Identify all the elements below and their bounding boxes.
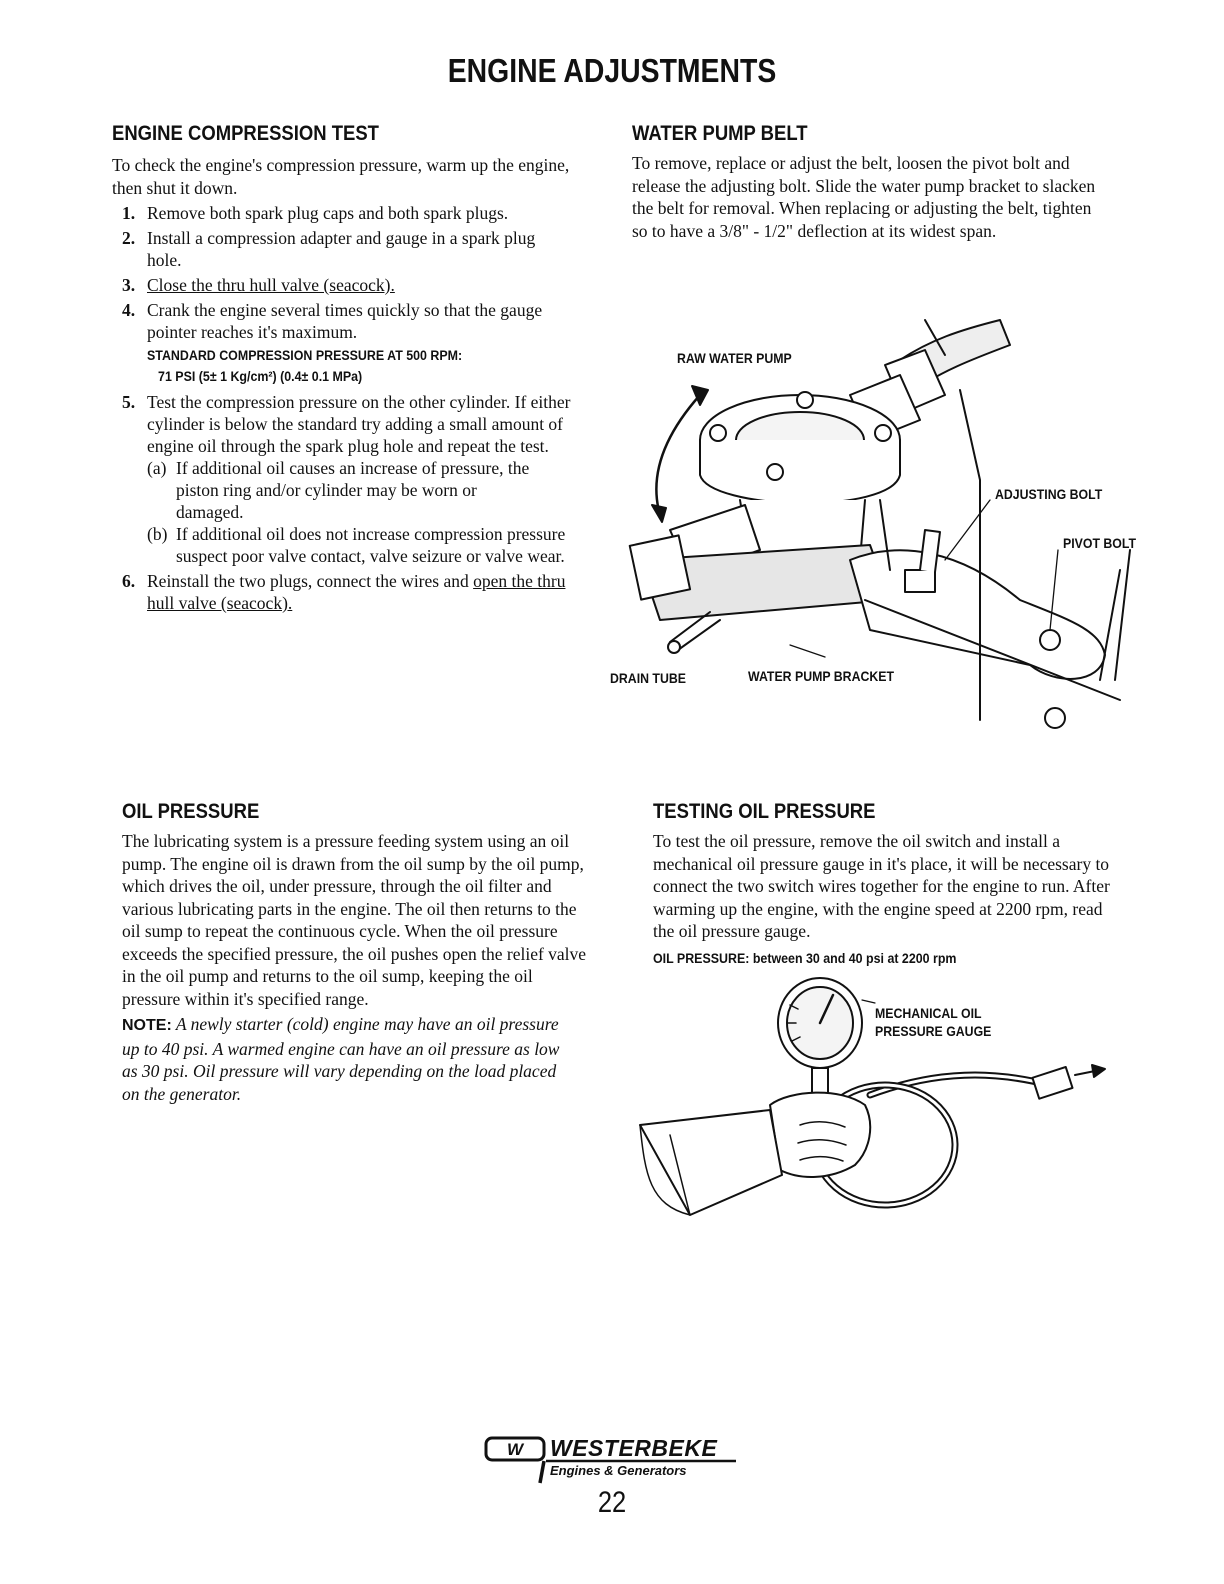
note-text: A newly starter (cold) engine may have an oil pressure up to 40 psi. A warmed engine can have an oil pressure as low as 30 psi. Oil pressure will vary depending on the load placed on the generator. bbox=[122, 1014, 560, 1104]
step-4 bbox=[112, 299, 592, 387]
label-drain-tube: DRAIN TUBE bbox=[610, 670, 686, 686]
step-3 bbox=[112, 274, 592, 296]
testing-oil-text: To test the oil pressure, remove the oil switch and install a mechanical oil pressure gauge in it's place, it will be necessary to connect the two switch wires together for the engine to run. After warming up the engine, with the engine speed at 2200 rpm, read the oil pressure gauge. bbox=[653, 831, 1110, 941]
sub-label: (a) bbox=[147, 458, 167, 478]
label-water-pump-bracket: WATER PUMP BRACKET bbox=[748, 668, 895, 684]
sub-step-a bbox=[147, 457, 580, 523]
sub-label: (b) bbox=[147, 524, 168, 544]
step-text: Reinstall the two plugs, connect the wires and bbox=[147, 571, 474, 591]
step-6 bbox=[112, 570, 592, 614]
sub-text: If additional oil does not increase compression pressure suspect poor valve contact, valve seizure or valve wear. bbox=[176, 524, 566, 566]
label-raw-water-pump: RAW WATER PUMP bbox=[677, 350, 792, 366]
logo-mark: W bbox=[506, 1440, 524, 1459]
compression-steps bbox=[112, 202, 592, 614]
water-pump-text: To remove, replace or adjust the belt, loosen the pivot bolt and release the adjusting bolt. Slide the water pump bracket to slacken the belt for removal. When replacing or adjusting the belt, tighten so to have a 3/8" - 1/2" deflection at its widest span. bbox=[632, 153, 1096, 241]
compression-heading: ENGINE COMPRESSION TEST bbox=[112, 122, 379, 145]
water-pump-heading: WATER PUMP BELT bbox=[632, 122, 808, 145]
label-gauge bbox=[875, 1004, 991, 1040]
spec-line-2: 71 PSI (5± 1 Kg/cm²) (0.4± 0.1 MPa) bbox=[158, 369, 363, 384]
testing-oil-spec: OIL PRESSURE: between 30 and 40 psi at 2200 rpm bbox=[653, 951, 957, 966]
water-pump-illustration bbox=[600, 300, 1160, 760]
brand-name: WESTERBEKE bbox=[550, 1435, 718, 1461]
oil-pressure-section bbox=[122, 830, 590, 1105]
label-pivot-bolt: PIVOT BOLT bbox=[1063, 535, 1137, 551]
step-text: Install a compression adapter and gauge in a spark plug hole. bbox=[147, 228, 536, 270]
label-gauge-line-2: PRESSURE GAUGE bbox=[875, 1023, 992, 1039]
sub-text: If additional oil causes an increase of pressure, the piston ring and/or cylinder may be worn or damaged. bbox=[176, 458, 530, 522]
step-text: Test the compression pressure on the other cylinder. If either cylinder is below the standard try adding a small amount of engine oil through the spark plug hole and repeat the test. bbox=[147, 392, 571, 456]
step-number: 4. bbox=[122, 300, 136, 320]
step-text: Remove both spark plug caps and both spark plugs. bbox=[147, 203, 509, 223]
testing-oil-heading: TESTING OIL PRESSURE bbox=[653, 800, 876, 823]
compression-spec bbox=[147, 345, 556, 387]
step-2 bbox=[112, 227, 592, 271]
step-number: 2. bbox=[122, 228, 136, 248]
step-number: 5. bbox=[122, 392, 136, 412]
oil-pressure-heading: OIL PRESSURE bbox=[122, 800, 260, 823]
page-title: ENGINE ADJUSTMENTS bbox=[447, 52, 777, 89]
page-number: 22 bbox=[597, 1486, 627, 1519]
westerbeke-logo bbox=[484, 1435, 746, 1485]
step-number: 3. bbox=[122, 275, 136, 295]
oil-pressure-text: The lubricating system is a pressure feeding system using an oil pump. The engine oil is drawn from the oil sump by the oil pump, which drives the oil, under pressure, through the oil filter and various lubricating parts in the engine. The oil then returns to the oil sump to repeat the continuous cycle. When the oil pressure exceeds the specified pressure, the oil pushes open the relief valve in the oil pump and returns to the oil sump, keeping the oil pressure within it's specified range. bbox=[122, 831, 587, 1009]
compression-section bbox=[112, 154, 592, 617]
label-adjusting-bolt: ADJUSTING BOLT bbox=[995, 486, 1103, 502]
note-label: NOTE: bbox=[122, 1017, 172, 1034]
step-5 bbox=[112, 391, 592, 567]
step-link-text: open the thru hull valve (seacock). bbox=[147, 571, 566, 613]
brand-tagline: Engines & Generators bbox=[550, 1463, 687, 1478]
step-text: Close the thru hull valve (seacock). bbox=[147, 275, 395, 295]
step-number: 6. bbox=[122, 571, 136, 591]
label-gauge-line-1: MECHANICAL OIL bbox=[875, 1005, 982, 1021]
step-1 bbox=[112, 202, 592, 224]
spec-line-1: STANDARD COMPRESSION PRESSURE AT 500 RPM: bbox=[147, 348, 463, 363]
sub-step-b bbox=[147, 523, 580, 567]
compression-intro: To check the engine's compression pressure, warm up the engine, then shut it down. bbox=[112, 155, 570, 198]
oil-pressure-note bbox=[122, 1013, 590, 1105]
step-number: 1. bbox=[122, 203, 136, 223]
step-text: Crank the engine several times quickly so that the gauge pointer reaches it's maximum. bbox=[147, 300, 543, 342]
